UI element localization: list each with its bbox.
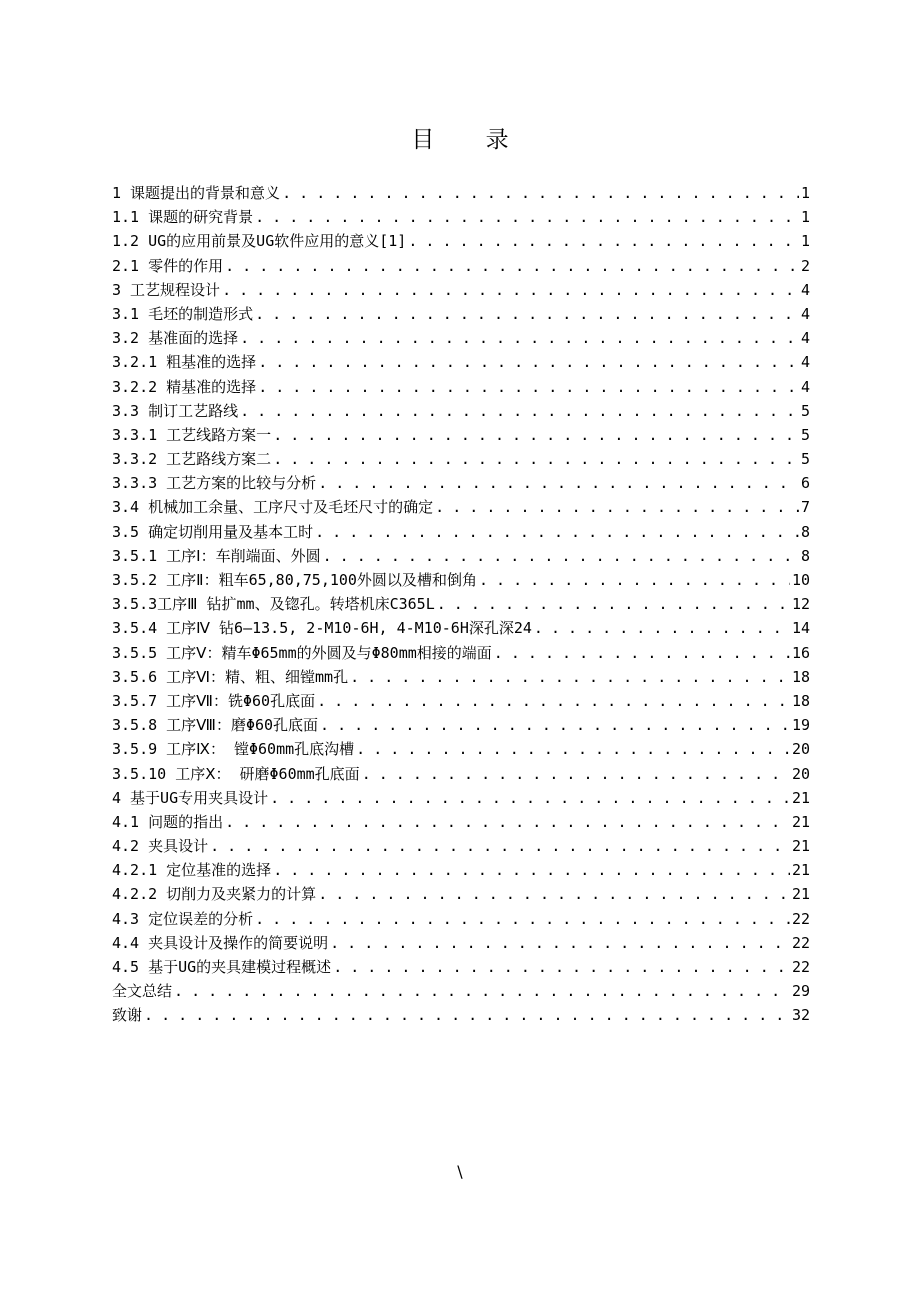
table-of-contents xyxy=(112,181,810,1028)
toc-entry[interactable] xyxy=(112,834,810,858)
toc-leader-dots xyxy=(333,955,790,979)
toc-entry-page-number: 18 xyxy=(791,667,810,686)
toc-entry-label: 3.3.2 工艺路线方案二 xyxy=(112,450,272,469)
toc-leader-dots xyxy=(435,495,799,519)
toc-entry-page-number: 16 xyxy=(791,643,810,662)
toc-entry[interactable] xyxy=(112,979,810,1003)
toc-entry-page-number: 19 xyxy=(791,716,810,735)
toc-leader-dots xyxy=(318,471,799,495)
toc-entry-page-number: 6 xyxy=(800,474,810,493)
toc-leader-dots xyxy=(282,181,799,205)
toc-entry-label: 3.5.2 工序Ⅱ：粗车65,80,75,100外圆以及槽和倒角 xyxy=(112,571,477,589)
toc-entry-label: 1 课题提出的背景和意义 xyxy=(112,184,281,202)
toc-entry-page-number: 5 xyxy=(800,401,810,420)
toc-entry-label: 2.1 零件的作用 xyxy=(112,256,224,275)
toc-entry-page-number: 4 xyxy=(800,280,810,299)
toc-entry-page-number: 29 xyxy=(791,982,810,1001)
toc-entry[interactable] xyxy=(112,616,810,640)
toc-entry-page-number: 10 xyxy=(791,571,810,589)
toc-leader-dots xyxy=(408,229,799,253)
toc-entry-page-number: 21 xyxy=(791,861,810,880)
toc-entry-page-number: 4 xyxy=(800,304,810,323)
toc-entry-page-number: 2 xyxy=(800,256,810,275)
toc-leader-dots xyxy=(240,399,799,423)
toc-entry[interactable] xyxy=(112,737,810,761)
toc-leader-dots xyxy=(225,810,790,834)
toc-entry-label: 4.5 基于UG的夹具建模过程概述 xyxy=(112,958,332,976)
toc-leader-dots xyxy=(273,858,790,882)
toc-entry-label: 致谢 xyxy=(112,1006,143,1025)
toc-entry-page-number: 18 xyxy=(791,691,810,710)
toc-entry-label: 3.5.4 工序Ⅳ 钻6—13.5, 2-M10-6H, 4-M10-6H深孔深24 xyxy=(112,619,532,638)
toc-leader-dots xyxy=(144,1003,790,1027)
toc-entry-label: 4 基于UG专用夹具设计 xyxy=(112,788,269,807)
toc-entry-label: 1.2 UG的应用前景及UG软件应用的意义[1] xyxy=(112,232,407,251)
toc-entry-page-number: 12 xyxy=(791,595,810,614)
toc-entry-page-number: 21 xyxy=(791,812,810,831)
toc-entry[interactable] xyxy=(112,858,810,882)
toc-entry-label: 3.5.9 工序Ⅸ： 镗Φ60mm孔底沟槽 xyxy=(112,740,355,759)
toc-leader-dots xyxy=(330,931,790,955)
toc-entry-page-number: 8 xyxy=(800,546,810,565)
toc-entry[interactable] xyxy=(112,326,810,350)
toc-entry-label: 4.2.2 切削力及夹紧力的计算 xyxy=(112,885,317,904)
toc-entry[interactable] xyxy=(112,786,810,810)
toc-entry-label: 3.5.10 工序Ⅹ： 研磨Φ60mm孔底面 xyxy=(112,764,360,783)
toc-entry-page-number: 5 xyxy=(800,450,810,469)
toc-entry-page-number: 32 xyxy=(791,1006,810,1025)
toc-entry-page-number: 20 xyxy=(791,740,810,759)
toc-entry-page-number: 1 xyxy=(800,208,810,227)
toc-entry-label: 3.3.3 工艺方案的比较与分析 xyxy=(112,474,317,493)
toc-entry-page-number: 4 xyxy=(800,377,810,396)
toc-entry-page-number: 21 xyxy=(791,837,810,856)
toc-leader-dots xyxy=(273,447,799,471)
toc-entry[interactable] xyxy=(112,810,810,834)
toc-leader-dots xyxy=(258,375,799,399)
toc-entry-label: 3.4 机械加工余量、工序尺寸及毛坯尺寸的确定 xyxy=(112,498,434,517)
toc-leader-dots xyxy=(317,689,790,713)
toc-entry-page-number: 4 xyxy=(800,329,810,348)
toc-entry[interactable] xyxy=(112,229,810,253)
footer-mark: \ xyxy=(457,1162,463,1181)
toc-entry-label: 3.1 毛坯的制造形式 xyxy=(112,304,254,323)
toc-entry[interactable] xyxy=(112,907,810,931)
toc-entry-label: 3.5.5 工序Ⅴ：精车Φ65mm的外圆及与Φ80mm相接的端面 xyxy=(112,643,492,662)
toc-leader-dots xyxy=(174,979,790,1003)
toc-entry[interactable] xyxy=(112,181,810,205)
toc-leader-dots xyxy=(318,882,790,906)
toc-entry-label: 全文总结 xyxy=(112,982,173,1001)
toc-leader-dots xyxy=(315,520,799,544)
toc-entry[interactable] xyxy=(112,423,810,447)
toc-entry-page-number: 22 xyxy=(791,909,810,928)
toc-entry-label: 3.3.1 工艺线路方案一 xyxy=(112,425,272,444)
toc-leader-dots xyxy=(240,326,799,350)
toc-entry[interactable] xyxy=(112,471,810,495)
toc-entry-label: 3.2 基准面的选择 xyxy=(112,329,239,348)
toc-entry[interactable] xyxy=(112,254,810,278)
toc-entry[interactable] xyxy=(112,665,810,689)
toc-entry-label: 4.1 问题的指出 xyxy=(112,812,224,831)
toc-entry[interactable] xyxy=(112,520,810,544)
toc-leader-dots xyxy=(350,665,790,689)
toc-entry[interactable] xyxy=(112,955,810,979)
toc-entry-label: 3.5.8 工序Ⅷ：磨Φ60孔底面 xyxy=(112,716,319,735)
toc-leader-dots xyxy=(323,544,799,568)
toc-entry-label: 3.3 制订工艺路线 xyxy=(112,401,239,420)
toc-entry[interactable] xyxy=(112,375,810,399)
toc-entry-page-number: 14 xyxy=(791,619,810,638)
toc-leader-dots xyxy=(270,786,790,810)
toc-leader-dots xyxy=(255,205,799,229)
toc-entry-label: 4.2 夹具设计 xyxy=(112,837,209,856)
toc-entry-page-number: 1 xyxy=(800,184,810,202)
toc-entry[interactable] xyxy=(112,1003,810,1027)
toc-entry[interactable] xyxy=(112,641,810,665)
toc-leader-dots xyxy=(255,907,790,931)
toc-entry-page-number: 1 xyxy=(800,232,810,251)
toc-entry[interactable] xyxy=(112,399,810,423)
toc-leader-dots xyxy=(479,568,790,592)
toc-entry-page-number: 21 xyxy=(791,788,810,807)
toc-entry[interactable] xyxy=(112,592,810,616)
toc-entry[interactable] xyxy=(112,302,810,326)
toc-entry[interactable] xyxy=(112,495,810,519)
toc-leader-dots xyxy=(534,616,790,640)
toc-entry-page-number: 21 xyxy=(791,885,810,904)
toc-entry-label: 1.1 课题的研究背景 xyxy=(112,208,254,227)
toc-leader-dots xyxy=(362,762,790,786)
toc-entry[interactable] xyxy=(112,762,810,786)
toc-entry[interactable] xyxy=(112,205,810,229)
toc-entry-label: 3.5.3工序Ⅲ 钻扩mm、及锪孔。转塔机床C365L xyxy=(112,595,435,614)
toc-leader-dots xyxy=(255,302,799,326)
toc-leader-dots xyxy=(356,737,790,761)
toc-leader-dots xyxy=(210,834,790,858)
toc-entry-label: 4.3 定位误差的分析 xyxy=(112,909,254,928)
toc-entry[interactable] xyxy=(112,350,810,374)
toc-entry-page-number: 20 xyxy=(791,764,810,783)
page-title: 目 录 xyxy=(411,127,531,153)
toc-leader-dots xyxy=(273,423,799,447)
toc-leader-dots xyxy=(258,350,799,374)
toc-entry[interactable] xyxy=(112,278,810,302)
toc-entry-label: 3 工艺规程设计 xyxy=(112,280,221,299)
toc-entry-label: 3.2.2 精基准的选择 xyxy=(112,377,257,396)
toc-entry-label: 4.4 夹具设计及操作的简要说明 xyxy=(112,933,329,952)
toc-entry[interactable] xyxy=(112,447,810,471)
toc-entry-page-number: 4 xyxy=(800,353,810,372)
toc-leader-dots xyxy=(494,641,790,665)
toc-entry[interactable] xyxy=(112,713,810,737)
toc-entry-label: 3.5 确定切削用量及基本工时 xyxy=(112,522,314,541)
toc-entry[interactable] xyxy=(112,689,810,713)
toc-entry[interactable] xyxy=(112,882,810,906)
toc-leader-dots xyxy=(225,254,799,278)
toc-entry-label: 3.5.1 工序Ⅰ：车削端面、外圆 xyxy=(112,546,321,565)
toc-leader-dots xyxy=(437,592,790,616)
toc-entry-label: 3.5.6 工序Ⅵ：精、粗、细镗mm孔 xyxy=(112,667,349,686)
toc-leader-dots xyxy=(222,278,799,302)
toc-entry-page-number: 8 xyxy=(800,522,810,541)
toc-entry[interactable] xyxy=(112,568,810,592)
toc-entry-label: 3.2.1 粗基准的选择 xyxy=(112,353,257,372)
toc-entry-page-number: 7 xyxy=(800,498,810,517)
toc-entry-label: 3.5.7 工序Ⅶ：铣Φ60孔底面 xyxy=(112,691,316,710)
toc-entry-page-number: 22 xyxy=(791,958,810,976)
toc-leader-dots xyxy=(320,713,790,737)
toc-entry[interactable] xyxy=(112,544,810,568)
toc-entry-label: 4.2.1 定位基准的选择 xyxy=(112,861,272,880)
toc-entry-page-number: 22 xyxy=(791,933,810,952)
toc-entry[interactable] xyxy=(112,931,810,955)
toc-entry-page-number: 5 xyxy=(800,425,810,444)
